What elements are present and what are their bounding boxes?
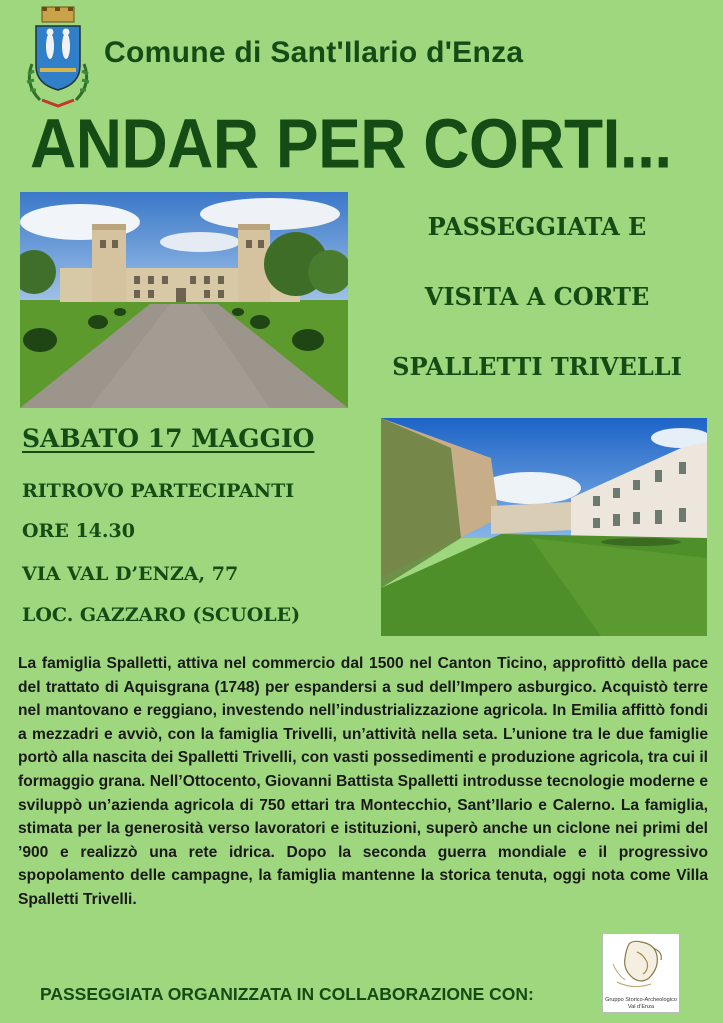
meeting-time: ORE 14.30 xyxy=(22,520,135,542)
subtitle-line-3: SPALLETTI TRIVELLI xyxy=(392,352,682,381)
event-headline: ANDAR PER CORTI... xyxy=(30,105,672,183)
municipality-title: Comune di Sant'Ilario d'Enza xyxy=(104,36,524,69)
collaboration-label: PASSEGGIATA ORGANIZZATA IN COLLABORAZIONE CON: xyxy=(40,984,534,1004)
partner-name-line-2: Val d’Enza xyxy=(627,1003,655,1010)
meeting-address: VIA VAL D’ENZA, 77 xyxy=(22,563,239,585)
partner-name-line-1: Gruppo Storico-Archeologico xyxy=(605,997,677,1004)
subtitle-line-2: VISITA A CORTE xyxy=(424,282,650,311)
villa-avenue-photo xyxy=(20,192,348,408)
event-date: SABATO 17 MAGGIO xyxy=(22,424,315,453)
partner-logo xyxy=(602,933,680,1013)
coat-of-arms-icon xyxy=(22,4,94,110)
meeting-location: LOC. GAZZARO (SCUOLE) xyxy=(22,604,301,626)
amphora-logo-icon xyxy=(603,934,679,994)
subtitle-line-1: PASSEGGIATA E xyxy=(427,212,647,241)
history-description: La famiglia Spalletti, attiva nel commercio dal 1500 nel Canton Ticino, approfittò della pace del trattato di Aquisgrana (1748) per espandersi a sud dell’Impero asburgico. Acquistò terre nel mantovano e reggiano, investendo nell’industrializzazione agricola. In Emilia affittò fondi a mezzadri e avviò, con la famiglia Trivelli, un’attività nella seta. L’unione tra le due famiglie portò alla nascita dei Spalletti Trivelli, con vasti possedimenti e produzione agricola, tra cui il formaggio grana. Nell’Ottocento, Giovanni Battista Spalletti introdusse tecnologie moderne e sviluppò un’azienda agricola di 750 ettari tra Montecchio, Sant’Ilario e Calerno. La famiglia, stimata per la generosità verso lavoratori e istituzioni, superò anche un ciclone nei primi del ’900 e realizzò una rete idrica. Dopo la seconda guerra mondiale e il progressivo spopolamento delle campagne, la famiglia mantenne la storica tenuta, oggi nota come Villa Spalletti Trivelli. xyxy=(18,655,708,908)
meeting-label: RITROVO PARTECIPANTI xyxy=(22,480,295,502)
courtyard-photo xyxy=(381,418,707,636)
